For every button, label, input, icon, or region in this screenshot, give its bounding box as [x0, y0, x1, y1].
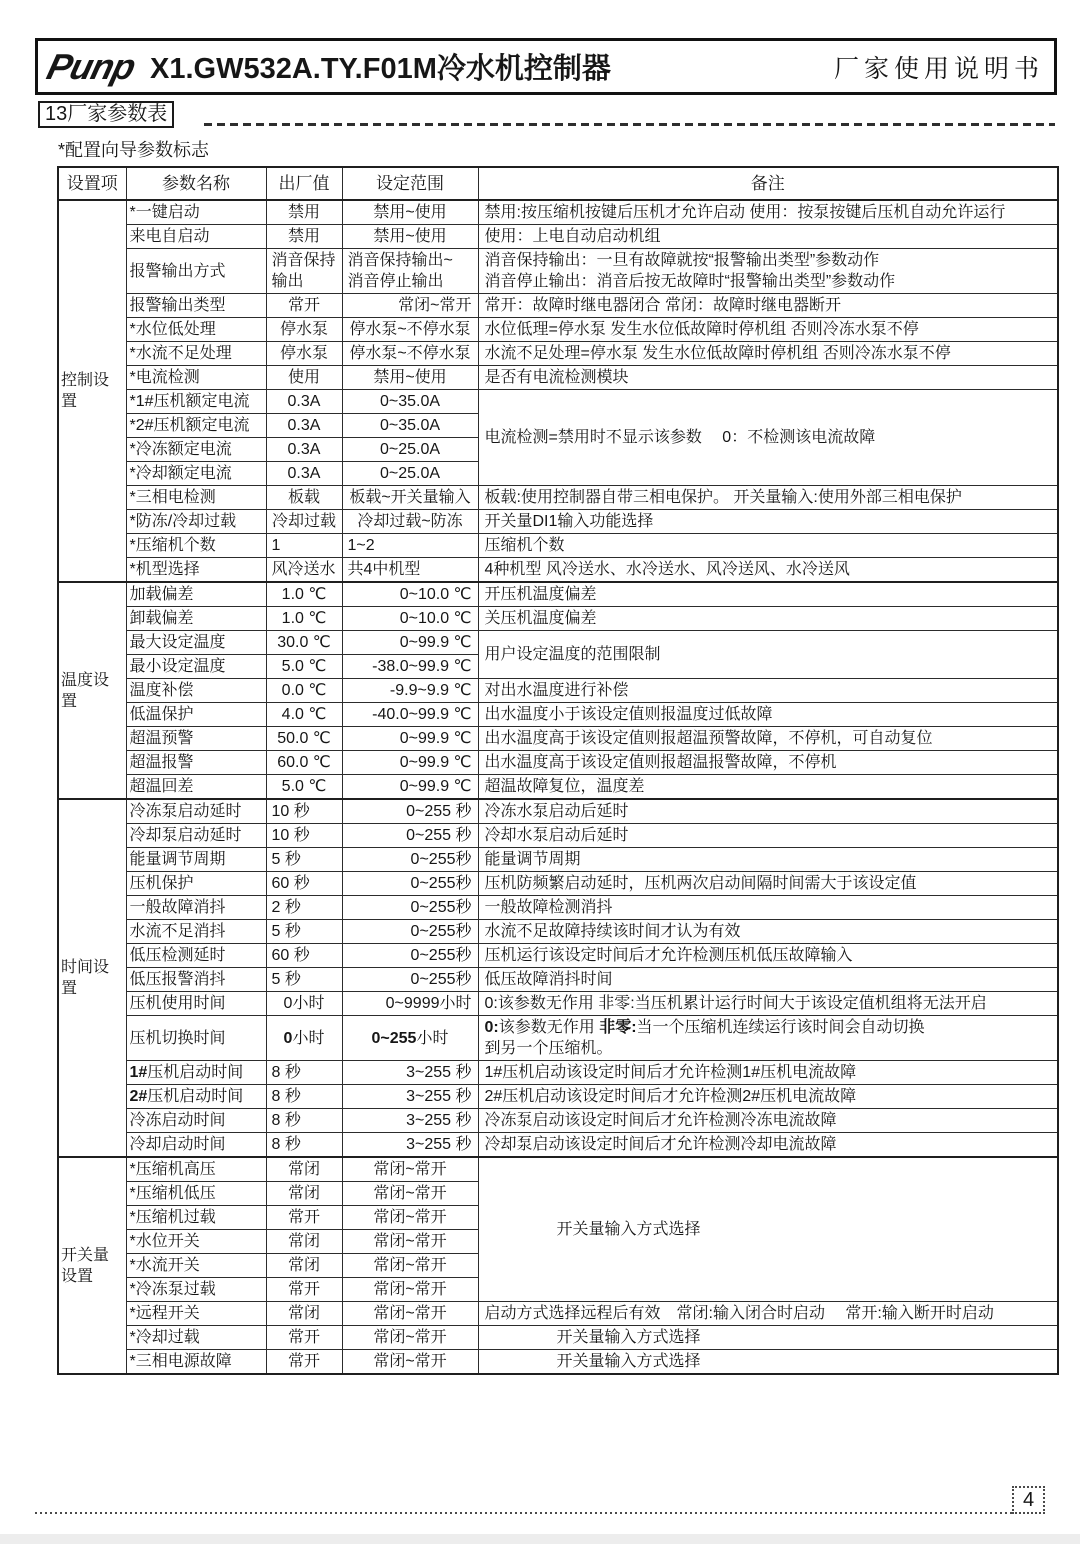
- remark-cell: 板载:使用控制器自带三相电保护。 开关量输入:使用外部三相电保护: [478, 486, 1058, 510]
- range-cell: 0~35.0A: [342, 414, 478, 438]
- range-cell: 0~35.0A: [342, 390, 478, 414]
- param-name-cell: *压缩机高压: [126, 1157, 266, 1182]
- default-value-cell: 0.3A: [266, 462, 342, 486]
- param-name-cell: 超温回差: [126, 775, 266, 800]
- remark-cell: 压缩机个数: [478, 534, 1058, 558]
- range-cell: 0~99.9 ℃: [342, 751, 478, 775]
- table-row: [58, 1302, 1058, 1326]
- param-name-cell: 能量调节周期: [126, 848, 266, 872]
- range-cell: 3~255 秒: [342, 1133, 478, 1158]
- remark-cell: 对出水温度进行补偿: [478, 679, 1058, 703]
- default-value-cell: 0.3A: [266, 390, 342, 414]
- param-name-cell: 冷却启动时间: [126, 1133, 266, 1158]
- default-value-cell: 消音保持 输出: [266, 249, 342, 294]
- col-header-default-value: 出厂值: [266, 167, 342, 200]
- range-cell: 0~255 秒: [342, 799, 478, 824]
- param-name-cell: 低压检测延时: [126, 944, 266, 968]
- param-name-cell: *冷冻额定电流: [126, 438, 266, 462]
- table-row: [58, 992, 1058, 1016]
- remark-cell: 低压故障消抖时间: [478, 968, 1058, 992]
- param-name-cell: *2#压机额定电流: [126, 414, 266, 438]
- param-name-cell: *水流开关: [126, 1254, 266, 1278]
- range-cell: -40.0~99.9 ℃: [342, 703, 478, 727]
- range-cell: 板载~开关量输入: [342, 486, 478, 510]
- table-row: [58, 486, 1058, 510]
- range-cell: 常闭~常开: [342, 1157, 478, 1182]
- range-cell: 常闭~常开: [342, 1182, 478, 1206]
- range-cell: 常闭~常开: [342, 1206, 478, 1230]
- default-value-cell: 30.0 ℃: [266, 631, 342, 655]
- remark-cell: 水位低理=停水泵 发生水位低故障时停机组 否则冷冻水泵不停: [478, 318, 1058, 342]
- default-value-cell: 停水泵: [266, 342, 342, 366]
- param-name-cell: 压机使用时间: [126, 992, 266, 1016]
- range-cell: 冷却过载~防冻: [342, 510, 478, 534]
- default-value-cell: 5 秒: [266, 968, 342, 992]
- range-cell: 0~99.9 ℃: [342, 775, 478, 800]
- param-name-cell: *水位开关: [126, 1230, 266, 1254]
- range-cell: 0~10.0 ℃: [342, 607, 478, 631]
- range-cell: 0~255秒: [342, 848, 478, 872]
- param-name-cell: 低压报警消抖: [126, 968, 266, 992]
- section-label: 开关量 设置: [58, 1157, 126, 1374]
- range-cell: -38.0~99.9 ℃: [342, 655, 478, 679]
- default-value-cell: 50.0 ℃: [266, 727, 342, 751]
- param-name-cell: *冷却过载: [126, 1326, 266, 1350]
- param-name-cell: 来电自启动: [126, 225, 266, 249]
- param-name-cell: 冷冻启动时间: [126, 1109, 266, 1133]
- table-row: [58, 294, 1058, 318]
- table-row: [58, 558, 1058, 583]
- param-name-cell: *压缩机低压: [126, 1182, 266, 1206]
- param-name-cell: 最大设定温度: [126, 631, 266, 655]
- default-value-cell: 常开: [266, 1206, 342, 1230]
- table-row: [58, 896, 1058, 920]
- remark-cell: 水流不足处理=停水泵 发生水位低故障时停机组 否则冷冻水泵不停: [478, 342, 1058, 366]
- table-row: [58, 249, 1058, 294]
- remark-cell: 电流检测=禁用时不显示该参数 0：不检测该电流故障: [478, 390, 1058, 486]
- remark-cell: 开压机温度偏差: [478, 582, 1058, 607]
- default-value-cell: 60 秒: [266, 872, 342, 896]
- default-value-cell: 5 秒: [266, 920, 342, 944]
- section-title: 13厂家参数表: [38, 101, 174, 128]
- default-value-cell: 4.0 ℃: [266, 703, 342, 727]
- remark-cell: 开关量输入方式选择: [478, 1350, 1058, 1375]
- default-value-cell: 5.0 ℃: [266, 775, 342, 800]
- param-name-cell: *压缩机个数: [126, 534, 266, 558]
- default-value-cell: 8 秒: [266, 1061, 342, 1085]
- default-value-cell: 0.0 ℃: [266, 679, 342, 703]
- remark-cell: 冷冻泵启动该设定时间后才允许检测冷冻电流故障: [478, 1109, 1058, 1133]
- param-name-cell: *一键启动: [126, 200, 266, 225]
- range-cell: 0~255秒: [342, 920, 478, 944]
- param-name-cell: 2#压机启动时间: [126, 1085, 266, 1109]
- table-row: [58, 1109, 1058, 1133]
- table-row: [58, 848, 1058, 872]
- default-value-cell: 常开: [266, 1278, 342, 1302]
- default-value-cell: 1.0 ℃: [266, 607, 342, 631]
- col-header-param-name: 参数名称: [126, 167, 266, 200]
- param-name-cell: *水位低处理: [126, 318, 266, 342]
- remark-cell: 启动方式选择远程后有效 常闭:输入闭合时启动 常开:输入断开时启动: [478, 1302, 1058, 1326]
- section-label: 控制设置: [58, 200, 126, 582]
- section-label: 温度设置: [58, 582, 126, 799]
- default-value-cell: 0小时: [266, 1016, 342, 1061]
- table-row: [58, 318, 1058, 342]
- page-title: X1.GW532A.TY.F01M冷水机控制器: [149, 53, 611, 85]
- default-value-cell: 0.3A: [266, 414, 342, 438]
- range-cell: 3~255 秒: [342, 1085, 478, 1109]
- range-cell: 1~2: [342, 534, 478, 558]
- range-cell: 禁用~使用: [342, 366, 478, 390]
- default-value-cell: 冷却过载: [266, 510, 342, 534]
- remark-cell: 能量调节周期: [478, 848, 1058, 872]
- param-name-cell: 一般故障消抖: [126, 896, 266, 920]
- table-row: [58, 727, 1058, 751]
- table-row: [58, 225, 1058, 249]
- range-cell: 0~255秒: [342, 872, 478, 896]
- default-value-cell: 8 秒: [266, 1133, 342, 1158]
- factory-parameter-table: [57, 166, 1059, 1375]
- default-value-cell: 禁用: [266, 225, 342, 249]
- remark-cell: 4种机型 风冷送水、水冷送水、风冷送风、水冷送风: [478, 558, 1058, 583]
- default-value-cell: 常开: [266, 1350, 342, 1375]
- table-row: [58, 607, 1058, 631]
- default-value-cell: 常闭: [266, 1157, 342, 1182]
- remark-cell: 出水温度高于该设定值则报超温预警故障，不停机，可自动复位: [478, 727, 1058, 751]
- param-name-cell: 最小设定温度: [126, 655, 266, 679]
- range-cell: 3~255 秒: [342, 1061, 478, 1085]
- default-value-cell: 常闭: [266, 1254, 342, 1278]
- param-name-cell: 水流不足消抖: [126, 920, 266, 944]
- header-bar: [35, 38, 1057, 95]
- default-value-cell: 5 秒: [266, 848, 342, 872]
- remark-cell: 冷却水泵启动后延时: [478, 824, 1058, 848]
- param-name-cell: 加载偏差: [126, 582, 266, 607]
- default-value-cell: 使用: [266, 366, 342, 390]
- default-value-cell: 8 秒: [266, 1109, 342, 1133]
- table-row: [58, 944, 1058, 968]
- table-row: [58, 510, 1058, 534]
- table-row: [58, 1016, 1058, 1061]
- default-value-cell: 风冷送水: [266, 558, 342, 583]
- table-row: [58, 631, 1058, 655]
- default-value-cell: 0.3A: [266, 438, 342, 462]
- param-name-cell: 压机切换时间: [126, 1016, 266, 1061]
- table-row: [58, 390, 1058, 414]
- remark-cell: 是否有电流检测模块: [478, 366, 1058, 390]
- param-name-cell: *压缩机过载: [126, 1206, 266, 1230]
- table-row: [58, 824, 1058, 848]
- range-cell: 0~255小时: [342, 1016, 478, 1061]
- range-cell: 0~25.0A: [342, 462, 478, 486]
- col-header-remark: 备注: [478, 167, 1058, 200]
- param-name-cell: *远程开关: [126, 1302, 266, 1326]
- default-value-cell: 10 秒: [266, 799, 342, 824]
- table-row: [58, 1350, 1058, 1375]
- remark-cell: 禁用:按压缩机按键后压机才允许启动 使用：按泵按键后压机自动允许运行: [478, 200, 1058, 225]
- range-cell: 常闭~常开: [342, 1254, 478, 1278]
- param-name-cell: 压机保护: [126, 872, 266, 896]
- default-value-cell: 0小时: [266, 992, 342, 1016]
- table-header-row: [58, 167, 1058, 200]
- col-header-section: 设置项: [58, 167, 126, 200]
- remark-cell: 出水温度高于该设定值则报超温报警故障，不停机: [478, 751, 1058, 775]
- remark-cell: 超温故障复位，温度差: [478, 775, 1058, 800]
- table-row: [58, 872, 1058, 896]
- table-row: [58, 1085, 1058, 1109]
- default-value-cell: 板载: [266, 486, 342, 510]
- param-name-cell: *防冻/冷却过载: [126, 510, 266, 534]
- range-cell: 0~10.0 ℃: [342, 582, 478, 607]
- remark-cell: 用户设定温度的范围限制: [478, 631, 1058, 679]
- brand-logo: Punp: [43, 45, 140, 87]
- table-row: [58, 1133, 1058, 1158]
- default-value-cell: 常闭: [266, 1182, 342, 1206]
- table-row: [58, 968, 1058, 992]
- range-cell: -9.9~9.9 ℃: [342, 679, 478, 703]
- table-row: [58, 1061, 1058, 1085]
- param-name-cell: 冷却泵启动延时: [126, 824, 266, 848]
- param-name-cell: *三相电检测: [126, 486, 266, 510]
- default-value-cell: 停水泵: [266, 318, 342, 342]
- param-name-cell: 冷冻泵启动延时: [126, 799, 266, 824]
- col-header-range: 设定范围: [342, 167, 478, 200]
- footer-dotted-line: [35, 1512, 1013, 1514]
- range-cell: 共4中机型: [342, 558, 478, 583]
- remark-cell: 水流不足故障持续该时间才认为有效: [478, 920, 1058, 944]
- range-cell: 3~255 秒: [342, 1109, 478, 1133]
- range-cell: 常闭~常开: [342, 1230, 478, 1254]
- remark-cell: 开关量输入方式选择: [478, 1157, 1058, 1302]
- table-row: [58, 775, 1058, 800]
- range-cell: 常闭~常开: [342, 1326, 478, 1350]
- config-wizard-note: *配置向导参数标志: [58, 140, 210, 160]
- table-row: [58, 679, 1058, 703]
- param-name-cell: 超温报警: [126, 751, 266, 775]
- remark-cell: 1#压机启动该设定时间后才允许检测1#压机电流故障: [478, 1061, 1058, 1085]
- range-cell: 常闭~常开: [342, 1278, 478, 1302]
- remark-cell: 压机防频繁启动延时，压机两次启动间隔时间需大于该设定值: [478, 872, 1058, 896]
- table-row: [58, 582, 1058, 607]
- default-value-cell: 常闭: [266, 1230, 342, 1254]
- param-name-cell: *水流不足处理: [126, 342, 266, 366]
- range-cell: 0~25.0A: [342, 438, 478, 462]
- param-name-cell: *冷冻泵过载: [126, 1278, 266, 1302]
- param-name-cell: 超温预警: [126, 727, 266, 751]
- param-name-cell: *冷却额定电流: [126, 462, 266, 486]
- param-name-cell: 报警输出方式: [126, 249, 266, 294]
- table-row: [58, 799, 1058, 824]
- remark-cell: 常开：故障时继电器闭合 常闭：故障时继电器断开: [478, 294, 1058, 318]
- remark-cell: 2#压机启动该设定时间后才允许检测2#压机电流故障: [478, 1085, 1058, 1109]
- range-cell: 0~255秒: [342, 968, 478, 992]
- page-bottom-edge: [0, 1534, 1080, 1544]
- remark-cell: 开关量DI1输入功能选择: [478, 510, 1058, 534]
- doc-type-label: 厂家使用说明书: [833, 54, 1044, 83]
- remark-cell: 冷却泵启动该设定时间后才允许检测冷却电流故障: [478, 1133, 1058, 1158]
- default-value-cell: 常开: [266, 294, 342, 318]
- range-cell: 0~99.9 ℃: [342, 727, 478, 751]
- param-name-cell: *1#压机额定电流: [126, 390, 266, 414]
- default-value-cell: 常闭: [266, 1302, 342, 1326]
- default-value-cell: 10 秒: [266, 824, 342, 848]
- remark-cell: 使用：上电自动启动机组: [478, 225, 1058, 249]
- table-row: [58, 920, 1058, 944]
- remark-cell: 消音保持输出：一旦有故障就按“报警输出类型”参数动作 消音停止输出：消音后按无故障时“报警输出类型”参数动作: [478, 249, 1058, 294]
- range-cell: 停水泵~不停水泵: [342, 318, 478, 342]
- param-name-cell: 低温保护: [126, 703, 266, 727]
- range-cell: 常闭~常开: [342, 294, 478, 318]
- table-row: [58, 342, 1058, 366]
- table-row: [58, 1326, 1058, 1350]
- dashed-divider: [204, 123, 1055, 126]
- range-cell: 0~99.9 ℃: [342, 631, 478, 655]
- table-row: [58, 751, 1058, 775]
- remark-cell: 关压机温度偏差: [478, 607, 1058, 631]
- remark-cell: 冷冻水泵启动后延时: [478, 799, 1058, 824]
- default-value-cell: 8 秒: [266, 1085, 342, 1109]
- param-name-cell: 温度补偿: [126, 679, 266, 703]
- range-cell: 停水泵~不停水泵: [342, 342, 478, 366]
- default-value-cell: 60 秒: [266, 944, 342, 968]
- range-cell: 常闭~常开: [342, 1302, 478, 1326]
- param-name-cell: *机型选择: [126, 558, 266, 583]
- param-name-cell: 报警输出类型: [126, 294, 266, 318]
- remark-cell: 0:该参数无作用 非零:当压机累计运行时间大于该设定值机组将无法开启: [478, 992, 1058, 1016]
- range-cell: 0~9999小时: [342, 992, 478, 1016]
- range-cell: 禁用~使用: [342, 225, 478, 249]
- default-value-cell: 2 秒: [266, 896, 342, 920]
- default-value-cell: 1.0 ℃: [266, 582, 342, 607]
- param-table-body: [58, 200, 1058, 1374]
- remark-cell: 0:该参数无作用 非零:当一个压缩机连续运行该时间会自动切换 到另一个压缩机。: [478, 1016, 1058, 1061]
- default-value-cell: 禁用: [266, 200, 342, 225]
- default-value-cell: 60.0 ℃: [266, 751, 342, 775]
- page-number-box: 4: [1012, 1486, 1045, 1514]
- param-name-cell: *三相电源故障: [126, 1350, 266, 1375]
- table-row: [58, 1157, 1058, 1182]
- range-cell: 0~255秒: [342, 896, 478, 920]
- remark-cell: 一般故障检测消抖: [478, 896, 1058, 920]
- table-row: [58, 534, 1058, 558]
- range-cell: 0~255 秒: [342, 824, 478, 848]
- remark-cell: 压机运行该设定时间后才允许检测压机低压故障输入: [478, 944, 1058, 968]
- remark-cell: 开关量输入方式选择: [478, 1326, 1058, 1350]
- param-name-cell: 1#压机启动时间: [126, 1061, 266, 1085]
- range-cell: 常闭~常开: [342, 1350, 478, 1375]
- range-cell: 0~255秒: [342, 944, 478, 968]
- table-row: [58, 703, 1058, 727]
- param-name-cell: *电流检测: [126, 366, 266, 390]
- range-cell: 禁用~使用: [342, 200, 478, 225]
- default-value-cell: 1: [266, 534, 342, 558]
- table-row: [58, 200, 1058, 225]
- param-name-cell: 卸载偏差: [126, 607, 266, 631]
- table-row: [58, 366, 1058, 390]
- section-label: 时间设置: [58, 799, 126, 1157]
- default-value-cell: 5.0 ℃: [266, 655, 342, 679]
- range-cell: 消音保持输出~ 消音停止输出: [342, 249, 478, 294]
- remark-cell: 出水温度小于该设定值则报温度过低故障: [478, 703, 1058, 727]
- default-value-cell: 常开: [266, 1326, 342, 1350]
